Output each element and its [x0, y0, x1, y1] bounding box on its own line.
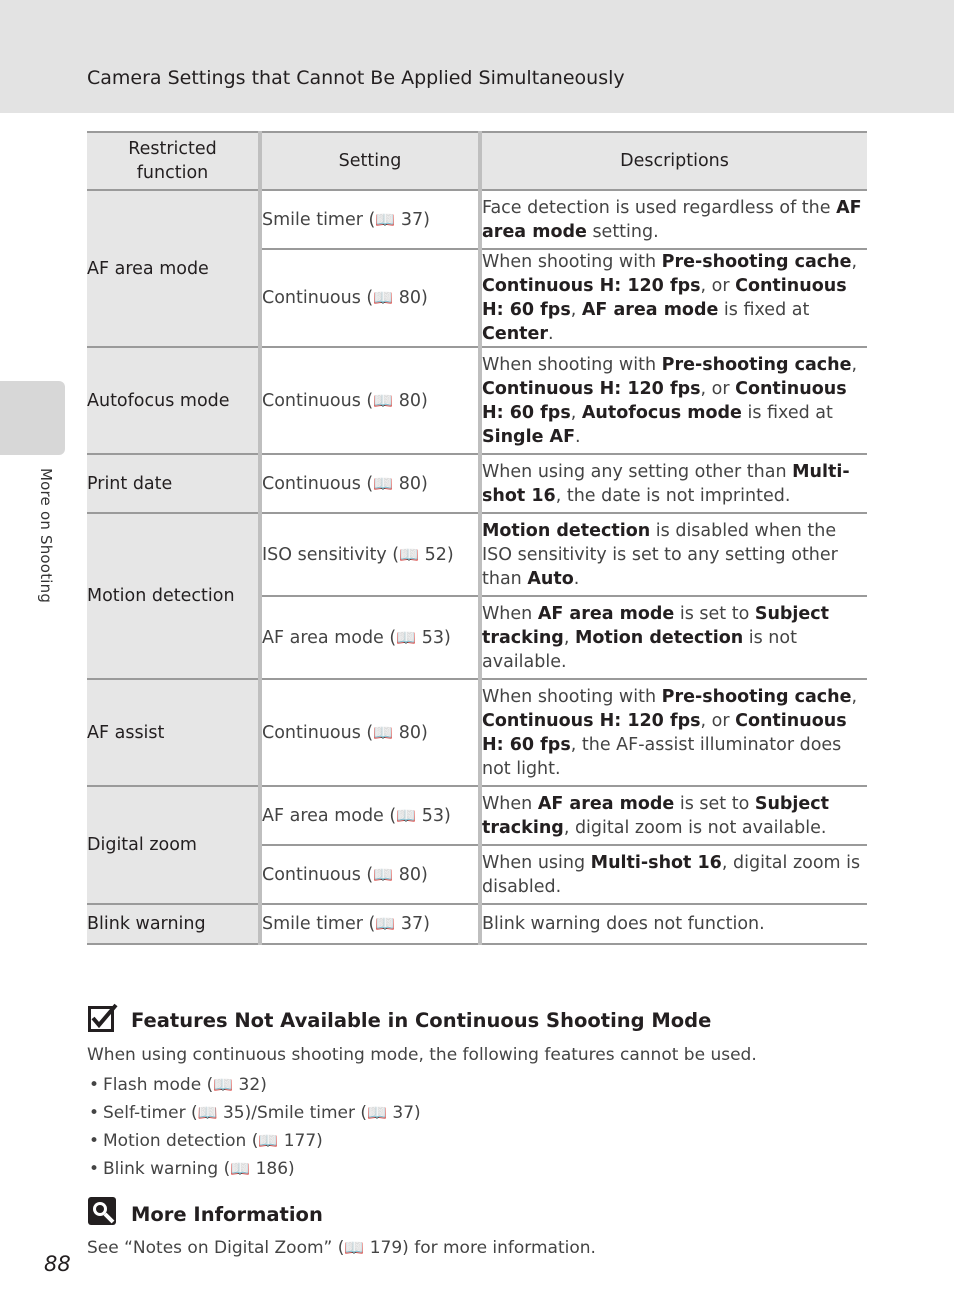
description-text: , digital zoom is not available. [563, 817, 827, 838]
description-cell [480, 513, 867, 596]
description-text: , the date is not imprinted. [555, 485, 791, 506]
description-cell [480, 786, 867, 845]
setting-name-bold: Continuous H: 120 fps [482, 276, 701, 296]
description-text: , [851, 686, 858, 707]
book-icon: 📖 [373, 288, 394, 307]
table-row [87, 190, 867, 249]
setting-name-bold: Single AF [482, 426, 576, 447]
description-text: is fixed at [741, 402, 833, 423]
table-row [87, 513, 867, 596]
description-text: is set to [674, 793, 755, 814]
description-text: . [573, 568, 580, 589]
setting-name-bold: Pre-shooting cache [661, 252, 852, 272]
setting-name-bold: AF area mode [482, 197, 862, 242]
restricted-function-cell: Digital zoom [87, 786, 260, 904]
column-header-function: Restricted function [87, 132, 260, 190]
table-row [87, 679, 867, 786]
setting-name-bold: AF area mode [537, 603, 675, 624]
setting-name-bold: AF area mode [537, 793, 675, 814]
table-row [87, 786, 867, 845]
column-header-setting: Setting [260, 132, 480, 190]
setting-cell: Continuous (📖 80) [260, 347, 480, 454]
setting-name-bold: Continuous H: 120 fps [482, 378, 701, 399]
description-text: , the AF-assist illuminator does not light. [482, 734, 842, 779]
page-section-title: Camera Settings that Cannot Be Applied Simultaneously [87, 67, 625, 89]
note-heading [87, 1002, 712, 1036]
setting-cell: ISO sensitivity (📖 52) [260, 513, 480, 596]
table-header-row [87, 132, 867, 190]
info-title: More Information [131, 1203, 323, 1226]
unavailable-features-list [87, 1072, 421, 1184]
list-item: • Motion detection (📖 177) [87, 1128, 421, 1156]
setting-name-bold: Subject tracking [482, 603, 830, 648]
restricted-function-cell: Autofocus mode [87, 347, 260, 454]
description-text: is disabled when the ISO sensitivity is set to any setting other than [482, 520, 838, 589]
setting-cell: Continuous (📖 80) [260, 454, 480, 513]
setting-name-bold: Motion detection [574, 627, 744, 648]
description-text: When [482, 793, 538, 814]
description-text: When shooting with [482, 252, 662, 272]
description-text: Face detection is used regardless of the [482, 197, 837, 218]
book-icon: 📖 [375, 914, 396, 933]
info-text: See “Notes on Digital Zoom” (📖 179) for more information. [87, 1238, 596, 1258]
description-text: , [851, 252, 858, 272]
setting-name-bold: Auto [527, 568, 574, 589]
column-header-descriptions: Descriptions [480, 132, 867, 190]
book-icon: 📖 [367, 1103, 387, 1122]
setting-name-bold: Continuous H: 60 fps [482, 710, 847, 755]
description-text: , [570, 402, 582, 423]
book-icon: 📖 [258, 1131, 279, 1150]
setting-cell: Continuous (📖 80) [260, 249, 480, 347]
setting-name-bold: Multi-shot 16 [590, 852, 722, 873]
note-title: Features Not Available in Continuous Shooting Mode [131, 1009, 712, 1032]
book-icon: 📖 [373, 722, 394, 742]
description-text: . [575, 426, 581, 447]
description-text: Blink warning does not function. [482, 914, 765, 934]
book-icon: 📖 [344, 1238, 365, 1257]
description-cell [480, 845, 867, 904]
setting-name-bold: Continuous H: 60 fps [482, 276, 847, 320]
info-heading [87, 1196, 323, 1230]
list-item: • Self-timer (📖 35)/Smile timer (📖 37) [87, 1100, 421, 1128]
description-text: is set to [674, 603, 755, 624]
book-icon: 📖 [230, 1159, 251, 1178]
description-text: When using [482, 852, 591, 873]
description-text: , or [700, 276, 736, 296]
setting-name-bold: Multi-shot 16 [482, 461, 850, 506]
restricted-function-cell: Print date [87, 454, 260, 513]
setting-cell: Smile timer (📖 37) [260, 190, 480, 249]
description-text: , or [700, 710, 736, 731]
description-cell [480, 904, 867, 944]
setting-name-bold: Pre-shooting cache [661, 686, 852, 707]
setting-name-bold: Autofocus mode [581, 402, 742, 423]
list-item: • Flash mode (📖 32) [87, 1072, 421, 1100]
setting-name-bold: AF area mode [581, 300, 719, 320]
description-text: , or [700, 378, 736, 399]
description-cell [480, 190, 867, 249]
table-row [87, 347, 867, 454]
side-tab [0, 381, 65, 455]
description-cell [480, 679, 867, 786]
setting-cell: Continuous (📖 80) [260, 845, 480, 904]
setting-cell: Continuous (📖 80) [260, 679, 480, 786]
book-icon: 📖 [399, 544, 420, 564]
side-tab-label: More on Shooting [37, 468, 55, 604]
description-text: , [851, 354, 858, 375]
description-text: When [482, 603, 538, 624]
page-number: 88 [44, 1252, 71, 1276]
checkmark-note-icon [87, 1003, 119, 1035]
table-row [87, 904, 867, 944]
restricted-function-cell: Blink warning [87, 904, 260, 944]
book-icon: 📖 [396, 627, 417, 647]
description-cell [480, 347, 867, 454]
setting-name-bold: Pre-shooting cache [661, 354, 852, 375]
description-text: When using any setting other than [482, 461, 793, 482]
table-row [87, 454, 867, 513]
restricted-function-cell: AF area mode [87, 190, 260, 347]
description-text: When shooting with [482, 354, 662, 375]
description-cell [480, 249, 867, 347]
book-icon: 📖 [213, 1075, 234, 1094]
description-text: . [548, 324, 554, 344]
book-icon: 📖 [373, 390, 394, 410]
setting-name-bold: Continuous H: 60 fps [482, 378, 847, 423]
restricted-function-cell: AF assist [87, 679, 260, 786]
list-item: • Blink warning (📖 186) [87, 1156, 421, 1184]
book-icon: 📖 [396, 805, 417, 825]
description-text: , [563, 627, 575, 648]
book-icon: 📖 [375, 209, 396, 229]
note-intro: When using continuous shooting mode, the following features cannot be used. [87, 1045, 757, 1065]
settings-table [87, 131, 867, 945]
setting-name-bold: Subject tracking [482, 793, 830, 838]
description-text: is not available. [482, 627, 797, 672]
book-icon: 📖 [373, 864, 394, 884]
book-icon: 📖 [373, 473, 394, 493]
description-text: setting. [586, 221, 659, 242]
description-text: , digital zoom is disabled. [482, 852, 861, 897]
setting-name-bold: Motion detection [482, 520, 651, 541]
book-icon: 📖 [197, 1103, 218, 1122]
description-text: is fixed at [718, 300, 810, 320]
setting-cell: AF area mode (📖 53) [260, 786, 480, 845]
restricted-function-cell: Motion detection [87, 513, 260, 679]
description-text: When shooting with [482, 686, 662, 707]
setting-name-bold: Center [482, 324, 549, 344]
description-cell [480, 454, 867, 513]
magnifier-info-icon [87, 1196, 119, 1228]
description-cell [480, 596, 867, 679]
setting-name-bold: Continuous H: 120 fps [482, 710, 701, 731]
header-band [0, 0, 954, 113]
setting-cell: Smile timer (📖 37) [260, 904, 480, 944]
description-text: , [570, 300, 582, 320]
setting-cell: AF area mode (📖 53) [260, 596, 480, 679]
